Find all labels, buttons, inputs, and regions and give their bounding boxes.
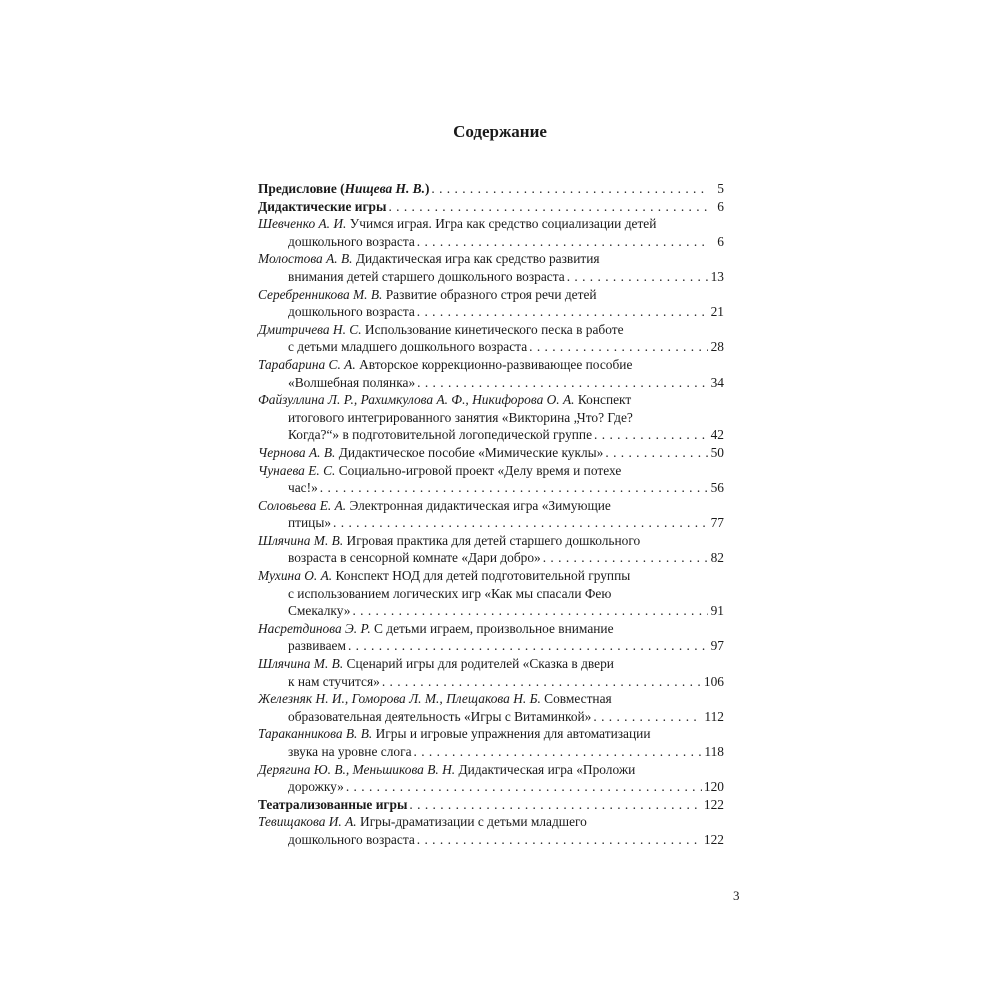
toc-line	[258, 514, 724, 532]
table-of-contents	[258, 180, 724, 849]
toc-line-text	[258, 497, 611, 515]
dot-leader	[320, 479, 708, 497]
toc-page-number: 91	[710, 603, 724, 619]
toc-line	[258, 215, 724, 233]
dot-leader	[352, 602, 708, 620]
toc-line-text	[258, 215, 656, 233]
toc-line-text	[258, 356, 632, 374]
toc-entry	[258, 497, 724, 532]
toc-text: Игры и игровые упражнения для автоматизации	[372, 726, 651, 742]
toc-text: дошкольного возраста	[288, 304, 415, 320]
toc-page-number: 106	[703, 673, 724, 689]
toc-page-number: 120	[703, 779, 724, 795]
toc-entry	[258, 444, 724, 462]
toc-text: Игры-драматизации с детьми младшего	[356, 814, 587, 830]
toc-page-number: 97	[710, 638, 724, 654]
toc-line	[258, 725, 724, 743]
toc-text: Дидактическая игра как средство развития	[352, 251, 600, 267]
toc-entry	[258, 532, 724, 567]
page-title: Содержание	[453, 122, 547, 141]
toc-text: с детьми младшего дошкольного возраста	[288, 339, 528, 355]
toc-line-text	[288, 268, 565, 286]
toc-line-text	[258, 761, 635, 779]
toc-text: дошкольного возраста	[288, 233, 415, 249]
toc-entry	[258, 356, 724, 391]
toc-line-text	[258, 321, 624, 339]
dot-leader	[431, 180, 708, 198]
toc-entry	[258, 567, 724, 620]
toc-text: Смекалку»	[288, 603, 351, 619]
toc-entry	[258, 620, 724, 655]
toc-text: Сценарий игры для родителей «Сказка в двери	[343, 656, 614, 672]
toc-line	[258, 426, 724, 444]
toc-line-text	[258, 725, 650, 743]
toc-author: Файзуллина Л. Р., Рахимкулова А. Ф., Никифорова О. А.	[258, 392, 575, 408]
toc-text: образовательная деятельность «Игры с Витаминкой»	[288, 708, 592, 724]
toc-line-text	[258, 180, 429, 198]
toc-text: Дидактические игры	[258, 198, 387, 214]
toc-line	[258, 321, 724, 339]
toc-page-number: 118	[704, 744, 724, 759]
toc-page-number: 122	[703, 796, 724, 812]
toc-author: Дерягина Ю. В., Меньшикова В. Н.	[258, 761, 456, 777]
toc-author: Серебренникова М. В.	[258, 286, 383, 302]
toc-line	[258, 532, 724, 550]
toc-line	[258, 356, 724, 374]
toc-page-number: 112	[704, 708, 724, 724]
toc-line-text	[288, 338, 527, 356]
toc-line	[258, 409, 724, 427]
toc-author: Чунаева Е. С.	[258, 462, 336, 478]
toc-text: «Волшебная полянка»	[288, 374, 416, 390]
toc-text: Развитие образного строя речи детей	[382, 286, 597, 302]
toc-line-text	[288, 585, 611, 603]
toc-line-text	[258, 620, 614, 638]
toc-author: Мухина О. А.	[258, 568, 333, 584]
toc-entry	[258, 462, 724, 497]
dot-leader	[388, 198, 708, 216]
toc-line-text	[288, 708, 591, 726]
dot-leader	[382, 673, 702, 691]
toc-page-number: 56	[710, 480, 724, 496]
toc-line	[258, 620, 724, 638]
dot-leader	[543, 549, 708, 567]
toc-text: Учимся играя. Игра как средство социализации детей	[346, 216, 657, 232]
toc-line	[258, 250, 724, 268]
toc-line-text	[258, 532, 640, 550]
toc-line-text	[258, 567, 630, 585]
toc-author: Железняк Н. И., Гоморова Л. М., Плещакова Н. Б.	[258, 691, 541, 707]
toc-author: Шевченко А. И.	[258, 216, 347, 232]
toc-line-text	[288, 673, 380, 691]
toc-text: внимания детей старшего дошкольного возраста	[288, 268, 565, 284]
toc-line-text	[288, 374, 415, 392]
dot-leader	[414, 743, 703, 761]
dot-leader	[417, 303, 708, 321]
dot-leader	[417, 374, 708, 392]
toc-line-text	[288, 778, 344, 796]
toc-line	[258, 233, 724, 251]
toc-text: Когда?“» в подготовительной логопедической группе	[288, 427, 593, 443]
toc-text: С детьми играем, произвольное внимание	[370, 620, 614, 636]
toc-text: Социально-игровой проект «Делу время и потехе	[335, 462, 622, 478]
toc-line-text	[258, 655, 614, 673]
toc-line-text	[288, 409, 633, 427]
toc-page-number: 34	[710, 374, 724, 390]
toc-page-number: 28	[710, 339, 724, 355]
toc-line	[258, 338, 724, 356]
toc-line	[258, 743, 724, 761]
toc-text: с использованием логических игр «Как мы спасали Фею	[288, 585, 612, 601]
toc-line	[258, 637, 724, 655]
toc-text: )	[424, 181, 430, 196]
toc-text: развиваем	[288, 638, 346, 654]
toc-text: Предисловие	[258, 181, 337, 196]
toc-line-text	[288, 479, 318, 497]
toc-text: Использование кинетического песка в работе	[361, 321, 624, 337]
toc-line	[258, 831, 724, 849]
toc-author: Тараканникова В. В.	[258, 726, 373, 742]
toc-entry	[258, 215, 724, 250]
toc-entry	[258, 761, 724, 796]
toc-line	[258, 479, 724, 497]
toc-line	[258, 602, 724, 620]
toc-entry	[258, 250, 724, 285]
toc-entry	[258, 725, 724, 760]
toc-entry	[258, 813, 724, 848]
toc-entry	[258, 690, 724, 725]
toc-line	[258, 655, 724, 673]
toc-line	[258, 567, 724, 585]
toc-line	[258, 778, 724, 796]
toc-line-text	[258, 796, 407, 814]
dot-leader	[417, 831, 702, 849]
toc-text: Театрализованные игры	[258, 796, 408, 812]
toc-page-number: 21	[710, 304, 724, 320]
toc-page-number: 5	[717, 181, 724, 196]
toc-line-text	[288, 743, 412, 761]
page-number: 3	[733, 888, 740, 903]
toc-page-number: 6	[717, 198, 724, 214]
toc-line	[258, 813, 724, 831]
toc-line	[258, 585, 724, 603]
toc-line	[258, 497, 724, 515]
toc-line	[258, 374, 724, 392]
toc-line-text	[288, 602, 350, 620]
toc-line	[258, 286, 724, 304]
toc-author: Нищева Н. В.	[344, 181, 425, 196]
toc-line	[258, 444, 724, 462]
dot-leader	[333, 514, 708, 532]
toc-page-number: 42	[710, 427, 724, 443]
toc-line-text	[258, 198, 386, 216]
dot-leader	[594, 426, 708, 444]
toc-text: возраста в сенсорной комнате «Дари добро»	[288, 550, 541, 566]
toc-text: (	[336, 181, 345, 196]
toc-line	[258, 708, 724, 726]
toc-line-text	[258, 462, 621, 480]
toc-line	[258, 180, 724, 198]
toc-page-number: 82	[710, 550, 724, 566]
toc-author: Дмитричева Н. С.	[258, 321, 362, 337]
toc-text: час!»	[288, 480, 318, 496]
toc-text: звука на уровне слога	[288, 744, 412, 759]
toc-author: Тарабарина С. А.	[258, 356, 356, 372]
toc-page-number: 13	[710, 268, 724, 284]
toc-line-text	[258, 444, 603, 462]
toc-line	[258, 549, 724, 567]
toc-author: Насретдинова Э. Р.	[258, 620, 371, 636]
dot-leader	[348, 637, 708, 655]
toc-line	[258, 462, 724, 480]
toc-line	[258, 761, 724, 779]
dot-leader	[593, 708, 702, 726]
toc-line-text	[288, 549, 541, 567]
toc-text: дошкольного возраста	[288, 831, 415, 847]
toc-author: Чернова А. В.	[258, 444, 336, 460]
toc-text: Игровая практика для детей старшего дошкольного	[343, 532, 641, 548]
toc-line	[258, 268, 724, 286]
toc-entry	[258, 286, 724, 321]
toc-text: итогового интегрированного занятия «Викторина „Что? Где?	[288, 409, 633, 425]
toc-text: птицы»	[288, 515, 332, 531]
dot-leader	[605, 444, 708, 462]
toc-text: Совместная	[540, 691, 612, 707]
toc-line-text	[288, 233, 415, 251]
toc-line-text	[288, 637, 346, 655]
toc-author: Молостова А. В.	[258, 251, 353, 267]
toc-line-text	[258, 250, 600, 268]
toc-line-text	[288, 303, 415, 321]
dot-leader	[346, 778, 702, 796]
toc-page-number: 122	[703, 831, 724, 847]
toc-author: Шлячина М. В.	[258, 532, 344, 548]
dot-leader	[417, 233, 708, 251]
toc-text: дорожку»	[288, 779, 344, 795]
toc-entry	[258, 321, 724, 356]
toc-text: Конспект	[574, 392, 632, 408]
toc-section	[258, 796, 724, 814]
toc-line	[258, 198, 724, 216]
toc-entry	[258, 655, 724, 690]
toc-text: Авторское коррекционно-развивающее пособие	[355, 356, 633, 372]
dot-leader	[567, 268, 708, 286]
toc-text: к нам стучится»	[288, 673, 380, 689]
toc-text: Электронная дидактическая игра «Зимующие	[346, 497, 611, 513]
toc-page-number: 50	[710, 444, 724, 460]
toc-line	[258, 673, 724, 691]
toc-line	[258, 391, 724, 409]
toc-author: Тевищакова И. А.	[258, 814, 357, 830]
toc-page-number: 6	[717, 233, 724, 249]
toc-text: Дидактическая игра «Проложи	[455, 761, 636, 777]
dot-leader	[529, 338, 708, 356]
toc-line-text	[288, 426, 592, 444]
toc-line	[258, 690, 724, 708]
toc-line-text	[258, 391, 631, 409]
toc-text: Конспект НОД для детей подготовительной группы	[332, 568, 631, 584]
dot-leader	[409, 796, 701, 814]
toc-line	[258, 303, 724, 321]
toc-line	[258, 796, 724, 814]
toc-section	[258, 198, 724, 216]
toc-author: Шлячина М. В.	[258, 656, 344, 672]
toc-line-text	[288, 831, 415, 849]
toc-entry	[258, 391, 724, 444]
toc-line-text	[288, 514, 331, 532]
toc-author: Соловьева Е. А.	[258, 497, 347, 513]
toc-line-text	[258, 813, 587, 831]
toc-page-number: 77	[710, 515, 724, 531]
toc-line-text	[258, 690, 612, 708]
toc-text: Дидактическое пособие «Мимические куклы»	[335, 444, 604, 460]
toc-line-text	[258, 286, 597, 304]
toc-section	[258, 180, 724, 198]
